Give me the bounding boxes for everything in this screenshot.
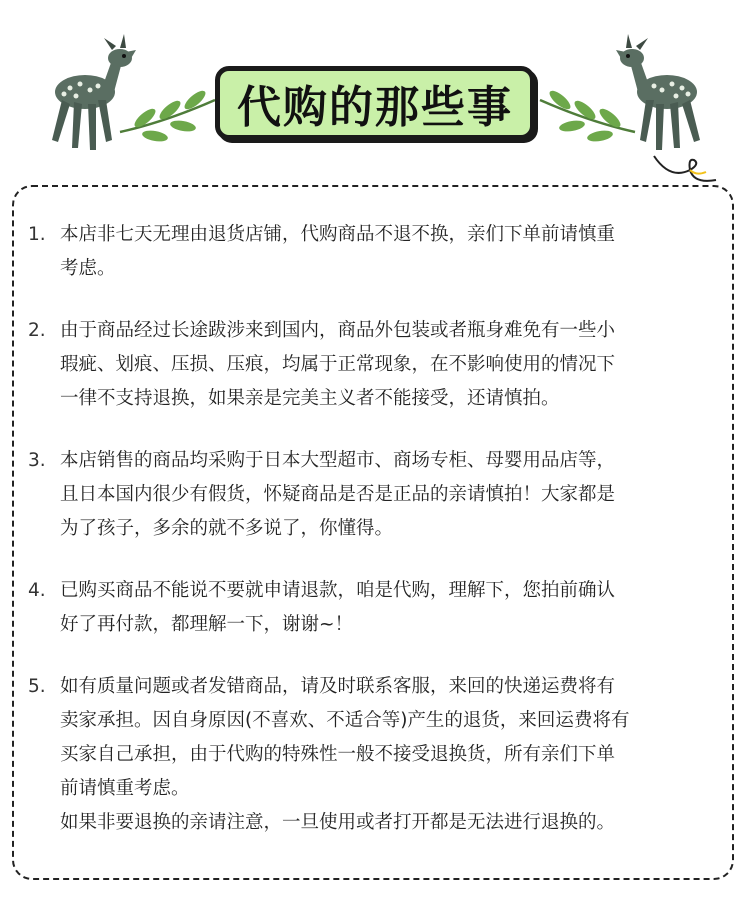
item-text: [60, 314, 728, 416]
header: [0, 0, 750, 175]
item-text-line: 好了再付款，都理解一下，谢谢~！: [60, 614, 354, 635]
item-text-line: 且日本国内很少有假货，怀疑商品是否是正品的亲请慎拍！大家都是: [60, 484, 616, 505]
item-text-line: 买家自己承担，由于代购的特殊性一般不接受退换货，所有亲们下单: [60, 744, 616, 765]
item-text: [60, 574, 728, 642]
list-item: [28, 218, 728, 286]
list-item: [28, 444, 728, 546]
item-text-line: 考虑。: [60, 258, 116, 279]
page-title: 代购的那些事: [237, 82, 513, 133]
notice-list: [28, 218, 728, 868]
item-text-line: 由于商品经过长途跋涉来到国内，商品外包装或者瓶身难免有一些小: [60, 320, 616, 341]
item-text: [60, 444, 728, 546]
item-text-line: 一律不支持退换，如果亲是完美主义者不能接受，还请慎拍。: [60, 388, 560, 409]
item-extra-note: [28, 806, 728, 840]
item-extra-line: 如果非要退换的亲请注意，一旦使用或者打开都是无法进行退换的。: [60, 812, 616, 833]
list-item: [28, 574, 728, 642]
deer-icon: [612, 30, 712, 160]
item-text-line: 如有质量问题或者发错商品，请及时联系客服，来回的快递运费将有: [60, 676, 616, 697]
item-number: 4.: [28, 580, 46, 601]
item-text-line: 本店销售的商品均采购于日本大型超市、商场专柜、母婴用品店等，: [60, 450, 616, 471]
curl-doodle-icon: [650, 150, 720, 190]
item-text: [60, 218, 728, 286]
item-number: 5.: [28, 676, 46, 697]
item-text-line: 为了孩子，多余的就不多说了，你懂得。: [60, 518, 394, 539]
item-text-line: 瑕疵、划痕、压损、压痕，均属于正常现象，在不影响使用的情况下: [60, 354, 616, 375]
item-text-line: 已购买商品不能说不要就申请退款，咱是代购，理解下，您拍前确认: [60, 580, 616, 601]
item-text: [60, 670, 728, 806]
leaf-branch-icon: [115, 82, 220, 142]
list-item: [28, 314, 728, 416]
item-number: 1.: [28, 224, 46, 245]
title-banner: [215, 66, 535, 140]
item-text-line: 前请慎重考虑。: [60, 778, 190, 799]
item-number: 3.: [28, 450, 46, 471]
item-number: 2.: [28, 320, 46, 341]
item-text-line: 卖家承担。因自身原因(不喜欢、不适合等)产生的退货，来回运费将有: [60, 710, 630, 731]
item-text-line: 本店非七天无理由退货店铺，代购商品不退不换，亲们下单前请慎重: [60, 224, 616, 245]
list-item: [28, 670, 728, 806]
